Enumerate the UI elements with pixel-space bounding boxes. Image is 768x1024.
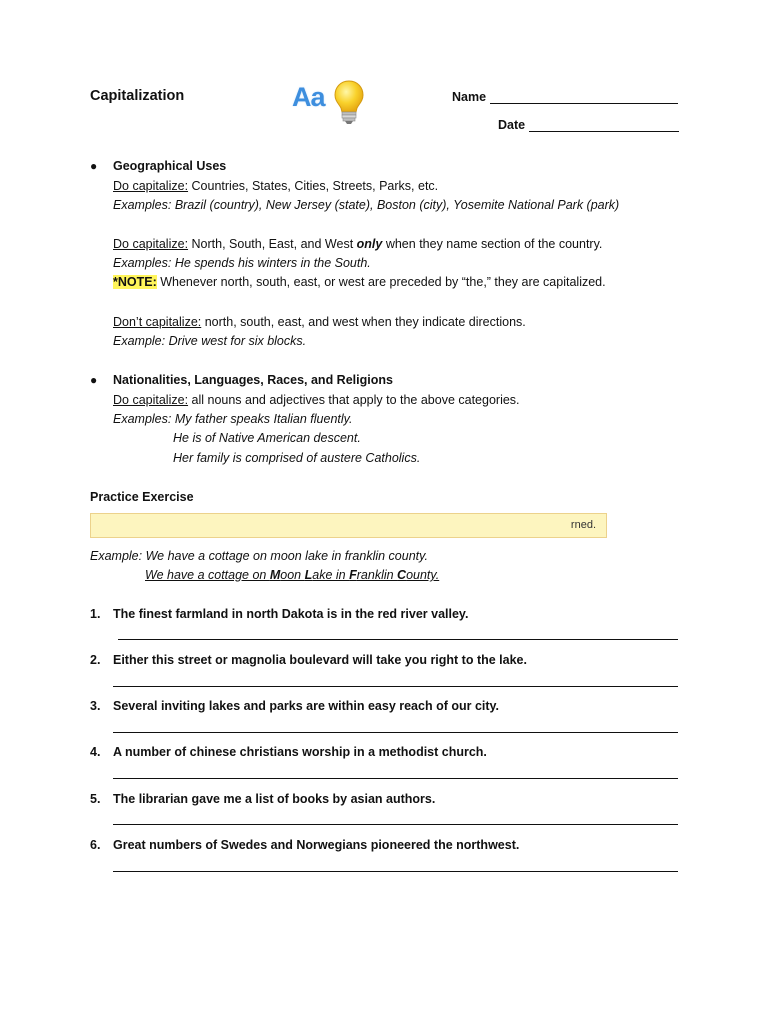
practice-example: Example: We have a cottage on moon lake in franklin county. — [90, 549, 428, 563]
rule-line-4 — [113, 392, 520, 408]
question-number: 4. — [90, 745, 101, 759]
do-capitalize-label-2: Do capitalize: — [113, 237, 189, 251]
rule-text-3: north, south, east, and west when they indicate directions. — [201, 315, 526, 329]
question-text: Either this street or magnolia boulevard will take you right to the lake. — [113, 653, 527, 667]
rule-text-only: only — [356, 237, 383, 251]
page-title: Capitalization — [90, 88, 185, 104]
question-number: 6. — [90, 838, 101, 852]
answer-capital: M — [269, 568, 281, 582]
name-field[interactable] — [452, 90, 678, 104]
question-text: Several inviting lakes and parks are within easy reach of our city. — [113, 699, 500, 713]
answer-line[interactable] — [118, 639, 678, 640]
question-number: 2. — [90, 653, 101, 667]
nationalities-heading: Nationalities, Languages, Races, and Religions — [113, 373, 393, 387]
answer-capital: L — [304, 568, 313, 582]
answer-line[interactable] — [113, 871, 678, 872]
nationality-example-1: Examples: My father speaks Italian fluently. — [113, 412, 353, 426]
date-field[interactable] — [498, 118, 679, 132]
rule-line-3 — [113, 314, 526, 330]
rule-text-2b: when they name section of the country. — [382, 237, 603, 251]
answer-capital: C — [397, 568, 407, 582]
bullet-icon: ● — [90, 159, 98, 173]
note-label: *NOTE: — [113, 275, 157, 289]
answer-line[interactable] — [113, 732, 678, 733]
answer-part: ounty. — [406, 568, 440, 582]
do-capitalize-label-3: Do capitalize: — [113, 393, 189, 407]
examples-2: Examples: He spends his winters in the South. — [113, 256, 371, 270]
answer-line[interactable] — [113, 824, 678, 825]
note-text: Whenever north, south, east, or west are preceded by “the,” they are capitalized. — [156, 275, 606, 289]
geographical-heading: Geographical Uses — [113, 159, 227, 173]
question-text: The finest farmland in north Dakota is in the red river valley. — [113, 607, 469, 621]
dont-capitalize-label: Don’t capitalize: — [113, 315, 202, 329]
instruction-banner — [90, 513, 607, 538]
question-number: 3. — [90, 699, 101, 713]
do-capitalize-label-1: Do capitalize: — [113, 179, 189, 193]
answer-part: We have a cottage on — [145, 568, 270, 582]
name-label: Name — [452, 90, 487, 104]
practice-example-answer — [145, 567, 439, 583]
date-input-line[interactable] — [529, 118, 679, 132]
answer-part: oon — [280, 568, 305, 582]
answer-line[interactable] — [113, 686, 678, 687]
rule-text-1: Countries, States, Cities, Streets, Parks, etc. — [188, 179, 439, 193]
name-input-line[interactable] — [490, 90, 678, 104]
rule-text-4: all nouns and adjectives that apply to the above categories. — [188, 393, 520, 407]
example-3: Example: Drive west for six blocks. — [113, 334, 307, 348]
aa-logo-text: Aa — [292, 82, 325, 112]
note-line — [113, 274, 606, 290]
logo — [290, 78, 370, 126]
question-number: 5. — [90, 792, 101, 806]
answer-part: ranklin — [356, 568, 398, 582]
practice-heading: Practice Exercise — [90, 490, 194, 504]
date-label: Date — [498, 118, 526, 132]
rule-line-2 — [113, 236, 602, 252]
bullet-icon: ● — [90, 373, 98, 387]
rule-text-2a: North, South, East, and West — [188, 237, 357, 251]
nationality-example-2: He is of Native American descent. — [173, 431, 361, 445]
rule-line-1 — [113, 178, 438, 194]
answer-part: ake in — [312, 568, 350, 582]
answer-line[interactable] — [113, 778, 678, 779]
question-text: A number of chinese christians worship in a methodist church. — [113, 745, 487, 759]
question-text: Great numbers of Swedes and Norwegians pioneered the northwest. — [113, 838, 520, 852]
answer-capital: F — [349, 568, 357, 582]
nationality-example-3: Her family is comprised of austere Catholics. — [173, 451, 421, 465]
question-number: 1. — [90, 607, 101, 621]
question-text: The librarian gave me a list of books by asian authors. — [113, 792, 436, 806]
lightbulb-icon — [332, 78, 366, 126]
examples-1: Examples: Brazil (country), New Jersey (state), Boston (city), Yosemite National Park (park) — [113, 198, 620, 212]
banner-text: rned. — [570, 519, 596, 531]
